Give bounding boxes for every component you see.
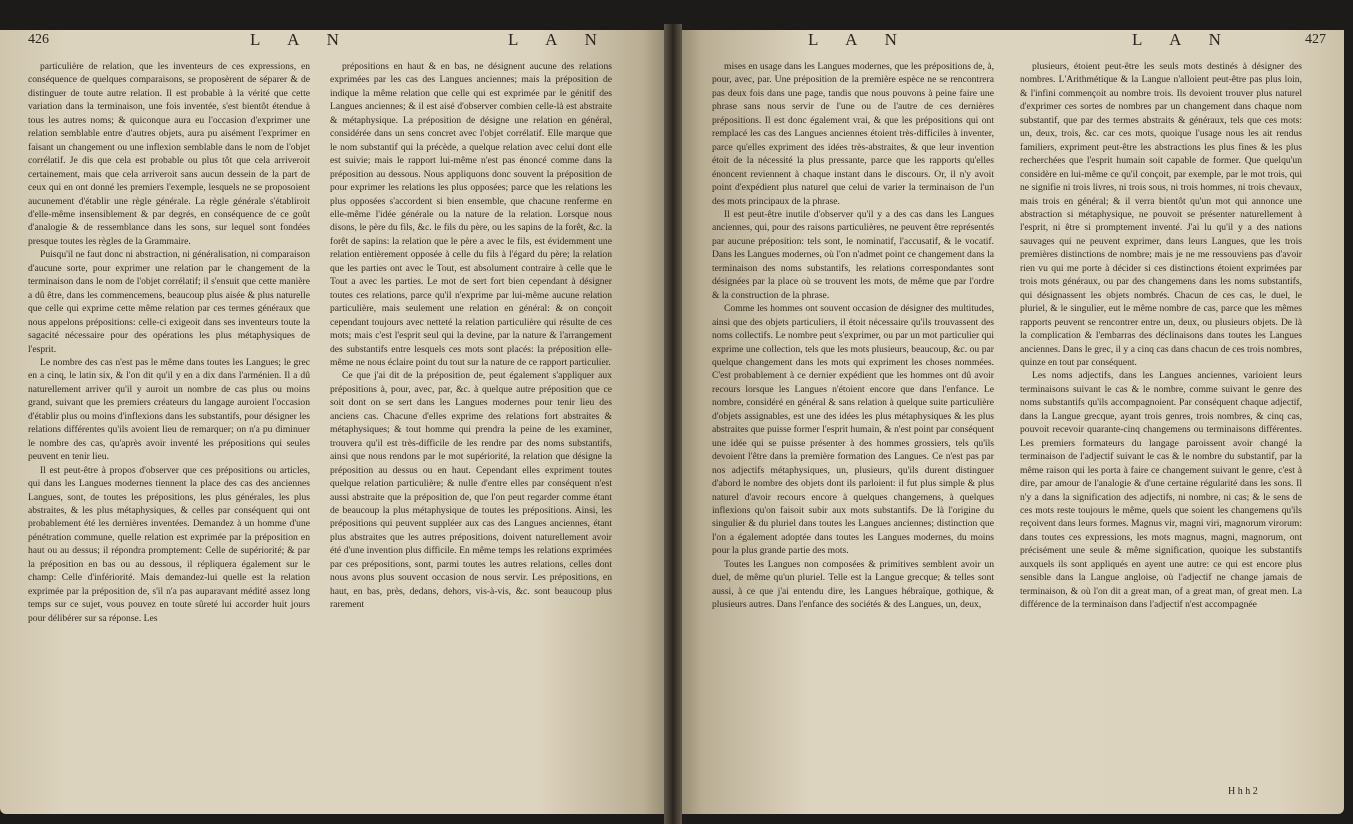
paragraph: Toutes les Langues non composées & primitives semblent avoir un duel, de même qu'un pluriel. Telle est la Langue grecque; & telles sont aussi, à ce que j'ai entendu dire, les Langues hébraïque, gothique, & plusieurs autres. Dans l'enfance des sociétés & des Langues, un, deux, — [712, 558, 994, 611]
left-page-column-2 — [330, 60, 612, 780]
right-page-column-2 — [1020, 60, 1302, 780]
page-number-left: 426 — [28, 32, 49, 47]
right-page-column-1 — [712, 60, 994, 780]
paragraph: prépositions en haut & en bas, ne désignent aucune des relations exprimées par les cas des Langues anciennes; mais la préposition de indique la même relation que celle qui est exprimée par le génitif des Langues anciennes; & il est aisé d'observer combien celle-là est abstraite & métaphysique. La préposition de désigne une relation en général, considérée dans un sens concret avec l'objet corrélatif. Elle marque que le nom substantif qui la précède, a quelque relation avec celui dont elle est suivie; mais le rapport lui-même n'est pas énoncé comme dans la préposition au dessous. Nous appliquons donc souvent la préposition de pour exprimer les relations les plus opposées; parce que les relations les plus opposées s'accordent si bien ensemble, que chacune renferme en elle-même l'idée générale ou la nature de la relation. Lorsque nous disons, le père du fils, &c. le fils du père, ou les sapins de la forêt, &c. la forêt de sapins: la relation que le père a avec le fils, est évidemment une relation entièrement opposée à celle du fils à l'égard du père; la relation que les parties ont avec le Tout, est absolument contraire à celle que le Tout a avec les parties. Le mot de sert fort bien cependant à désigner toutes ces relations, parce qu'il n'exprime par lui-même aucune relation particulière, mais seulement une relation en général: & on conçoit cependant toujours avec netteté la relation particulière qui résulte de ces mots; mais c'est l'esprit seul qui la devine, par la nature & l'arrangement des substantifs entre lesquels ces mots sont placés: la préposition elle-même ne nous éclaire point du tout sur la nature de ce rapport particulier. — [330, 61, 612, 368]
paragraph: Puisqu'il ne faut donc ni abstraction, ni généralisation, ni comparaison d'aucune sorte, pour exprimer une relation par le changement de la terminaison dans le nom de l'objet corrélatif; il s'ensuit que cette manière a dû être, dans les commencemens, beaucoup plus aisée & plus naturelle que celle qui exprime cette même relation par ces termes généraux que nous appelons prépositions: celle-ci exigeoit dans ses inventeurs toute la sagacité nécessaire pour des opérations les plus métaphysiques de l'esprit. — [28, 249, 310, 355]
left-page-column-1 — [28, 60, 310, 780]
paragraph: Comme les hommes ont souvent occasion de désigner des multitudes, ainsi que des objets particuliers, il étoit nécessaire qu'ils trouvassent des noms collectifs. Le nombre peut s'exprimer, ou par un mot particulier qui exprime une collection, tels que les mots plusieurs, beaucoup, &c. ou par quelque changement dans les mots qui expriment les choses nommées. C'est probablement à ce dernier expédient que les hommes ont dû avoir recours lorsque les Langues n'étoient encore que dans l'enfance. Le nombre, considéré en général & sans relation à quelque suite particulière d'objets assignables, est une des idées les plus métaphysiques & les plus abstraites que puisse former l'esprit humain, & n'est point par conséquent une idée qui se puisse présenter à des hommes grossiers, tels qu'ils devoient l'être dans la première formation des Langues. Ce n'est pas par nos adjectifs métaphysiques, un, plusieurs, qu'ils durent distinguer d'abord le nombre des objets dont ils parloient: il fut plus simple & plus naturel d'avoir recours encore à quelques changemens, à quelques inflexions qu'on faisoit subir aux mots substantifs. De là l'origine du singulier & du pluriel dans toutes les Langues anciennes; distinction que l'on a également adoptée dans toutes les Langues modernes, du moins pour la plus grande partie des mots. — [712, 303, 994, 557]
paragraph: particulière de relation, que les inventeurs de ces expressions, en conséquence de quelques comparaisons, se proposèrent de séparer & de distinguer de toute autre relation. Il est probable à la vérité que cette variation dans la terminaison, une fois inventée, s'est bientôt étendue à tous les autres noms; & quiconque aura eu l'occasion d'exprimer une relation semblable entre d'autres objets, aura pu aisément l'exprimer en faisant un changement ou une inflexion semblable dans le nom de l'objet corrélatif. Je dis que cela est probable ou plus tôt que cela arriveroit certainement, mais que cela arriveroit sans aucun dessein de la part de ceux qui en ont donné les premiers l'exemple, lesquels ne se proposoient aucunement d'établir une règle générale. La règle générale s'établiroit d'elle-même insensiblement & par degrés, en conséquence de ce goût d'analogie & de ressemblance dans les sons, sur lequel sont fondées presque toutes les règles de la Grammaire. — [28, 61, 310, 247]
right-page-header — [0, 30, 1353, 54]
paragraph: Le nombre des cas n'est pas le même dans toutes les Langues; le grec en a cinq, le latin six, & l'on dit qu'il y en a dix dans l'arménien. Il a dû naturellement arriver qu'il y auroit un nombre de cas plus ou moins grand, suivant que les premiers créateurs du langage auroient l'occasion d'établir plus ou moins d'inflexions dans les substantifs, pour désigner les relations différentes qu'ils avoient lieu de remarquer; on n'a pu diminuer le nombre des cas, qu'après avoir inventé les prépositions qui seules peuvent en tenir lieu. — [28, 356, 310, 463]
paragraph: Il est peut-être inutile d'observer qu'il y a des cas dans les Langues anciennes, qui, pour des raisons particulières, ne peuvent être représentés par aucune préposition: tels sont, le nominatif, l'accusatif, & le vocatif. Dans les Langues modernes, où l'on n'admet point ce changement dans la terminaison des noms substantifs, les relations correspondantes sont désignées par la place où se trouvent les mots, de même que par l'ordre & la construction de la phrase. — [712, 208, 994, 301]
running-head-left-2: L A N — [508, 30, 609, 49]
running-head-right: L A N — [808, 30, 909, 49]
paragraph: Il est peut-être à propos d'observer que ces prépositions ou articles, qui dans les Langues modernes tiennent la place des cas des anciennes Langues, sont, de toutes les prépositions, les plus générales, les plus abstraites, & les plus métaphysiques, & celles par conséquent qui ont probablement été les dernières inventées. Demandez à un homme d'une pénétration commune, quelle relation est exprimée par la préposition en haut ou au dessus; il répondra promptement: Celle de supériorité; & par la préposition en bas ou au dessous, il répliquera également sur le champ: Celle d'infériorité. Mais demandez-lui quelle est la relation exprimée par la préposition de, s'il n'a pas auparavant médité assez long temps sur ce sujet, vous pouvez en toute sûreté lui accorder huit jours pour délibérer sur sa réponse. Les — [28, 464, 310, 624]
running-head-right-2: L A N — [1132, 30, 1233, 49]
paragraph: Ce que j'ai dit de la préposition de, peut également s'appliquer aux prépositions à, pour, avec, par, &c. à quelque autre préposition que ce soit dont on se sert dans les Langues modernes pour tenir lieu des anciens cas. Chacune d'elles exprime des relations fort abstraites & métaphysiques; & tout homme qui prendra la peine de les examiner, trouvera qu'il est très-difficile de les rendre par des noms substantifs, ainsi que nous rendons par le mot supériorité, la relation que désigne la préposition au dessus ou en haut. Cependant elles expriment toutes quelque relation particulière; & nulle d'entre elles par conséquent n'est aussi abstraite que la préposition de, que l'on peut regarder comme étant de beaucoup la plus métaphysique de toutes les prépositions. Ainsi, les prépositions qui peuvent suppléer aux cas des Langues anciennes, étant plus abstraites que les autres prépositions, doivent naturellement avoir été d'une invention plus difficile. En même temps les relations exprimées par ces prépositions, sont, parmi toutes les autres relations, celles dont nous avons plus souvent occasion de nous servir. Les prépositions, en haut, en bas, près, dedans, dehors, vis-à-vis, &c. sont beaucoup plus rarement — [330, 370, 612, 611]
paragraph: Les noms adjectifs, dans les Langues anciennes, varioient leurs terminaisons suivant le cas & le nombre, comme suivant le genre des noms substantifs qu'ils accompagnoient. Par conséquent chaque adjectif, dans la Langue grecque, ayant trois genres, trois nombres, & cinq cas, pouvoit recevoir quarante-cinq changemens ou terminaisons différentes. Les premiers formateurs du langage paroissent avoir changé la terminaison de l'adjectif suivant le cas & le nombre du substantif, par la même raison qui les porta à faire ce changement suivant le genre, c'est à dire, par amour de l'analogie & d'une certaine régularité dans les sons. Il n'y a dans la signification des adjectifs, ni nombre, ni cas; & le sens de ces mots reste toujours le même, quels que soient les changemens qu'ils reçoivent dans leurs formes. Magnus vir, magni viri, magnorum virorum: dans toutes ces expressions, les mots magnus, magni, magnorum, ont précisément une seule & même signification, quoique les substantifs auxquels ils sont appliqués en ayent une autre: ce qui est encore plus sensible dans la Langue angloise, où l'adjectif ne change jamais de terminaison, & où l'on dit a great man, of a great man, of great men. La différence de la terminaison dans l'adjectif n'est accompagnée — [1020, 370, 1302, 611]
paragraph: mises en usage dans les Langues modernes, que les prépositions de, à, pour, avec, par. Une préposition de la première espèce ne se rencontrera pas deux fois dans une page, tandis que nous pouvons à peine faire une phrase sans nous servir de l'une ou de l'autre de ces dernières prépositions. Il est donc également vrai, & que les prépositions qui ont remplacé les cas des Langues anciennes étoient très-difficiles à inventer, parce qu'elles expriment des idées très-abstraites, & que leur invention étoit de la nécessité la plus pressante, parce que les rapports qu'elles énoncent reviennent à chaque instant dans le discours. Or, il n'y avoit point d'expédient plus naturel que celui de varier la terminaison de l'un des mots principaux de la phrase. — [712, 61, 994, 207]
page-number-right: 427 — [1305, 32, 1326, 47]
signature-mark: H h h 2 — [1228, 786, 1258, 797]
book-gutter — [664, 24, 682, 824]
paragraph: plusieurs, étoient peut-être les seuls mots destinés à désigner des nombres. L'Arithmétique & la Langue n'alloient peut-être pas plus loin, & l'infini commençoit au nombre trois. Ils devoient trouver plus naturel d'exprimer ces sortes de nombres par un changement dans chaque nom substantif, que par des termes abstraits & généraux, tels que ces mots: un, deux, trois, &c. car ces mots, quoique l'usage nous les ait rendus familiers, expriment peut-être les abstractions les plus fines & les plus recherchées que l'esprit humain soit capable de former. Que quelqu'un considère en lui-même ce qu'il conçoit, par exemple, par le mot trois, qui ne signifie ni trois livres, ni trois sous, ni trois hommes, ni trois chevaux, mais trois en général; & il verra bientôt qu'un mot qui annonce une abstraction si métaphysique, ne pouvoit se présenter naturellement à l'esprit, ni être si promptement inventé. J'ai lu qu'il y a des nations sauvages qui ne peuvent exprimer, dans leurs Langues, que les trois premières distinctions de nombre; mais je ne me ressouviens pas d'avoir rien vu qui me porte à décider si ces distinctions étoient exprimées par trois mots généraux, ou par des changemens dans les noms substantifs, qui désignassent les objets nombrés. Chacun de ces cas, le duel, le pluriel, & le singulier, eut le même nombre de cas, parce que les mêmes rapports peuvent se rencontrer entre un, deux, ou plusieurs objets. De là la complication & l'embarras des déclinaisons dans toutes les Langues anciennes. Dans le grec, il y a cinq cas dans chacun de ces trois nombres, quinze en tout par conséquent. — [1020, 61, 1302, 368]
running-head-left: L A N — [250, 30, 351, 49]
